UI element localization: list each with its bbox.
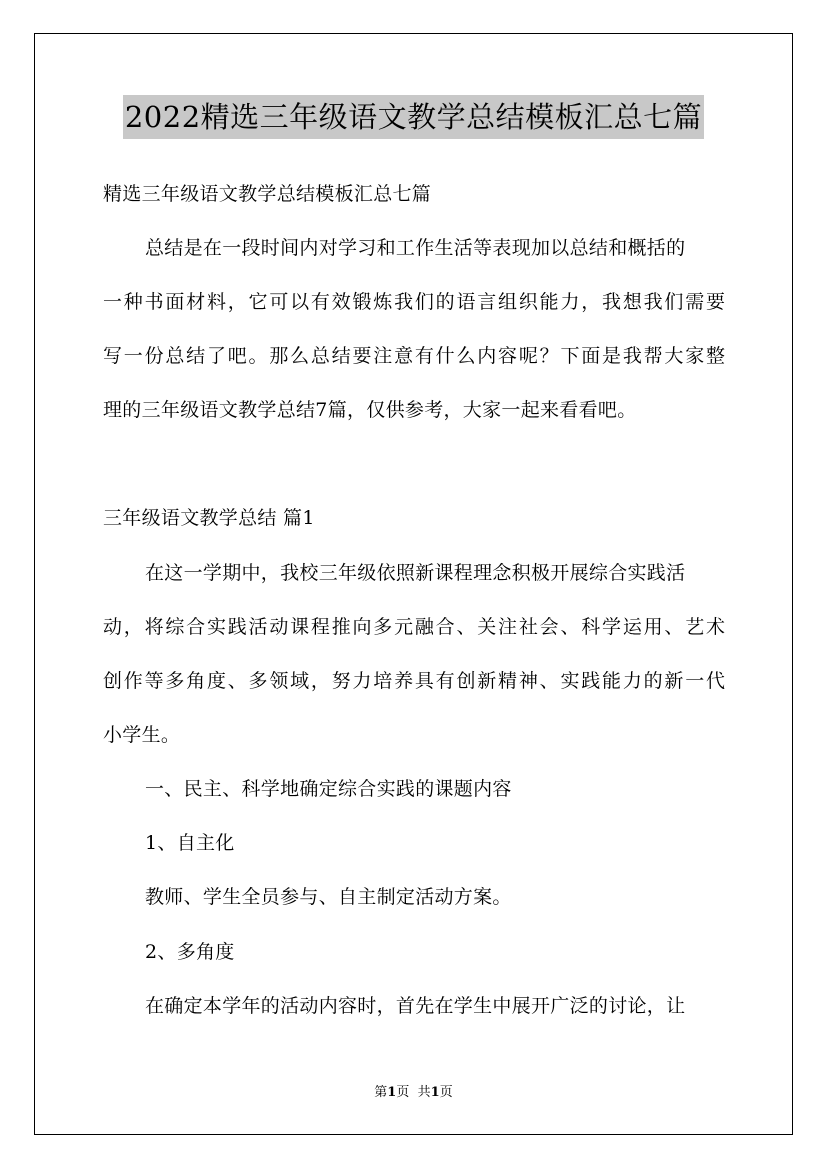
para-line-1: 在这一学期中，我校三年级依照新课程理念积极开展综合实践活 xyxy=(145,562,686,584)
page-prefix: 第 xyxy=(374,1085,388,1100)
document-title: 2022精选三年级语文教学总结模板汇总七篇 xyxy=(123,95,704,139)
para-line-4: 小学生。 xyxy=(103,724,181,746)
title-container xyxy=(0,95,827,139)
sub-heading-1: 1、自主化 xyxy=(145,832,235,854)
page-suffix: 页 xyxy=(396,1085,410,1100)
page-footer xyxy=(0,1084,827,1102)
total-pages: 1 xyxy=(430,1085,440,1100)
para-line-3: 创作等多角度、多领域，努力培养具有创新精神、实践能力的新一代 xyxy=(103,670,725,692)
last-line: 在确定本学年的活动内容时，首先在学生中展开广泛的讨论，让 xyxy=(145,995,686,1017)
intro-line-4: 理的三年级语文教学总结7篇，仅供参考，大家一起来看看吧。 xyxy=(103,399,637,421)
section-heading: 三年级语文教学总结 篇1 xyxy=(103,507,315,529)
subtitle: 精选三年级语文教学总结模板汇总七篇 xyxy=(103,183,432,205)
sub-heading-2: 2、多角度 xyxy=(145,941,235,963)
item-heading: 一、民主、科学地确定综合实践的课题内容 xyxy=(145,778,512,800)
intro-line-2: 一种书面材料，它可以有效锻炼我们的语言组织能力，我想我们需要 xyxy=(103,291,725,313)
intro-line-3: 写一份总结了吧。那么总结要注意有什么内容呢？下面是我帮大家整 xyxy=(103,345,725,367)
total-prefix: 共 xyxy=(417,1085,431,1100)
intro-line-1: 总结是在一段时间内对学习和工作生活等表现加以总结和概括的 xyxy=(145,237,686,259)
total-suffix: 页 xyxy=(439,1085,453,1100)
para-line-2: 动，将综合实践活动课程推向多元融合、关注社会、科学运用、艺术 xyxy=(103,616,725,638)
sub-text-1: 教师、学生全员参与、自主制定活动方案。 xyxy=(145,886,512,908)
page-number: 1 xyxy=(387,1085,397,1100)
